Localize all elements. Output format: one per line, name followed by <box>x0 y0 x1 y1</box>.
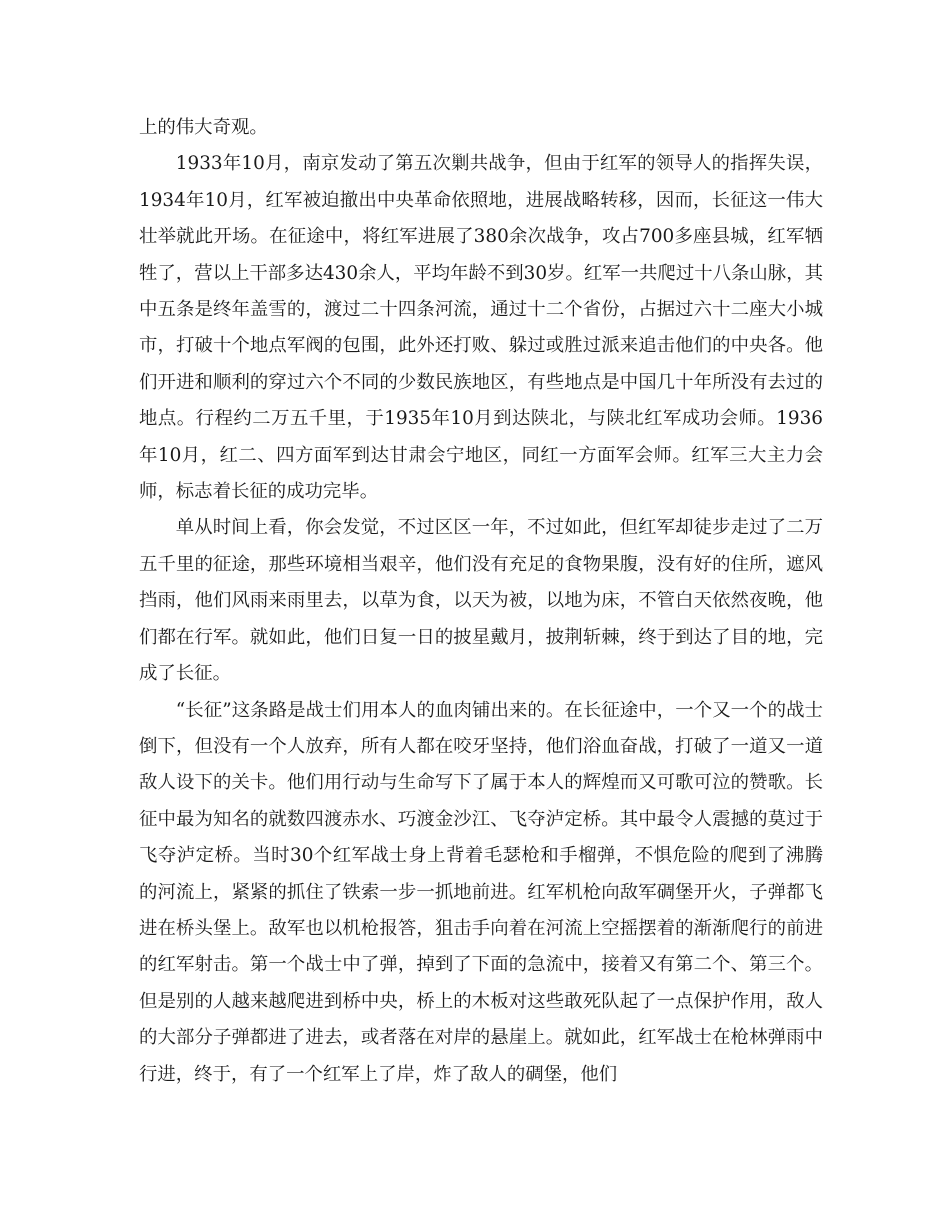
paragraph-one-year-march: 单从时间上看，你会发觉，不过区区一年，不过如此，但红军却徒步走过了二万五千里的征途，那些环境相当艰辛，他们没有充足的食物果腹，没有好的住所，遮风挡雨，他们风雨来雨里去，以草为食，以天为被，以地为床，不管白天依然夜晚，他们都在行军。就如此，他们日复一日的披星戴月，披荆斩棘，终于到达了目的地，完成了长征。 <box>139 517 823 685</box>
paragraph-continuation: 上的伟大奇观。 <box>139 117 268 138</box>
paragraph-luding-bridge: “长征”这条路是战士们用本人的血肉铺出来的。在长征途中，一个又一个的战士倒下，但没有一个人放弃，所有人都在咬牙坚持，他们浴血奋战，打破了一道又一道敌人设下的关卡。他们用行动与生命写下了属于本人的辉煌而又可歌可泣的赞歌。长征中最为知名的就数四渡赤水、巧渡金沙江、飞夺泸定桥。其中最令人震撼的莫过于飞夺泸定桥。当时30个红军战士身上背着毛瑟枪和手榴弹，不惧危险的爬到了沸腾的河流上，紧紧的抓住了铁索一步一抓地前进。红军机枪向敌军碉堡开火，子弹都飞进在桥头堡上。敌军也以机枪报答，狙击手向着在河流上空摇摆着的渐渐爬行的前进的红军射击。第一个战士中了弹，掉到了下面的急流中，接着又有第二个、第三个。但是别的人越来越爬进到桥中央，桥上的木板对这些敢死队起了一点保护作用，敌人的大部分子弹都进了进去，或者落在对岸的悬崖上。就如此，红军战士在枪林弹雨中行进，终于，有了一个红军上了岸，炸了敌人的碉堡，他们 <box>139 699 823 1085</box>
paragraph-fifth-campaign: 1933年10月，南京发动了第五次剿共战争，但由于红军的领导人的指挥失误，1934年10月，红军被迫撤出中央革命依照地，进展战略转移，因而，长征这一伟大壮举就此开场。在征途中，将红军进展了380余次战争，攻占700多座县城，红军牺牲了，营以上干部多达430余人，平均年龄不到30岁。红军一共爬过十八条山脉，其中五条是终年盖雪的，渡过二十四条河流，通过十二个省份，占据过六十二座大小城市，打破十个地点军阀的包围，此外还打败、躲过或胜过派来追击他们的中央各。他们开进和顺利的穿过六个不同的少数民族地区，有些地点是中国几十年所没有去过的地点。行程约二万五千里，于1935年10月到达陕北，与陕北红军成功会师。1936年10月，红二、四方面军到达甘肃会宁地区，同红一方面军会师。红军三大主力会师，标志着长征的成功完毕。 <box>139 153 823 503</box>
document-body <box>139 110 823 1093</box>
